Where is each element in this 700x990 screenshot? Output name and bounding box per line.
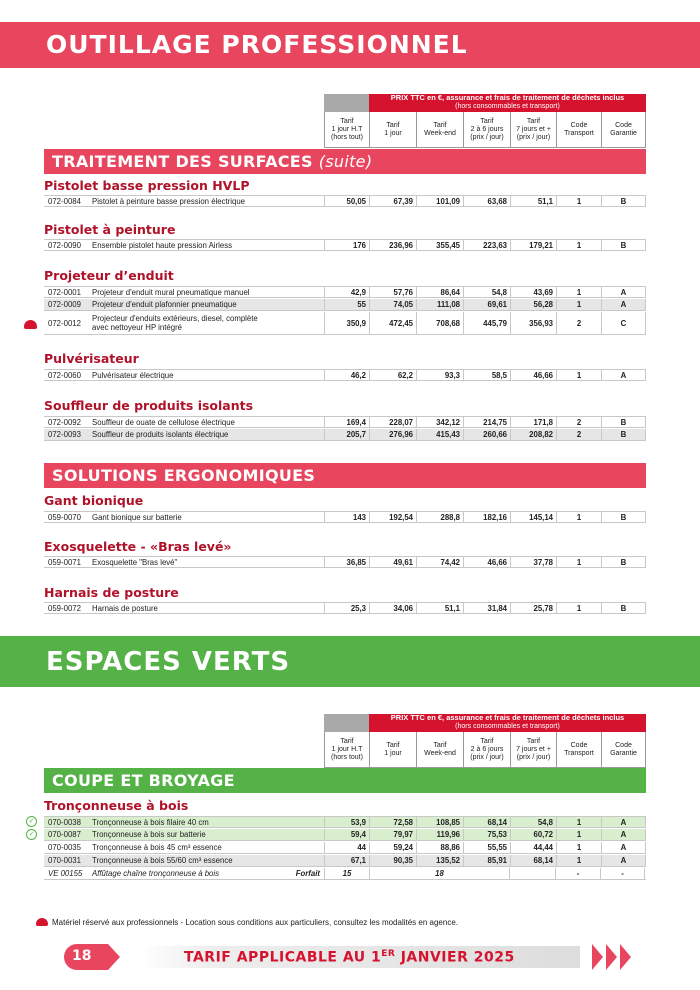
chevron-right-icon: [620, 944, 631, 970]
price-2-6: 63,68: [463, 196, 510, 206]
price-ht: 25,3: [324, 603, 369, 613]
price-2-6: 182,16: [463, 512, 510, 522]
price-7plus: 356,93: [510, 312, 556, 334]
code-transport: 1: [556, 842, 601, 853]
price-2-6: 214,75: [463, 417, 510, 427]
page-header-band: [0, 22, 700, 68]
price-weekend: 111,08: [416, 299, 463, 310]
price-1day: 79,97: [369, 829, 416, 840]
price-7plus: 51,1: [510, 196, 556, 206]
price-2-6: 54,8: [463, 287, 510, 297]
price-ht: 205,7: [324, 429, 369, 440]
price-weekend: 74,42: [416, 557, 463, 567]
col-header-tarif-ht: Tarif 1 jour H.T (hors tout): [324, 732, 369, 768]
product-desc: Pulvérisateur électrique: [92, 371, 174, 380]
product-desc: Souffleur de ouate de cellulose électrique: [92, 418, 235, 427]
price-ht: 59,4: [324, 829, 369, 840]
price-7plus: 54,8: [510, 817, 556, 827]
price-table-header: [324, 94, 646, 148]
product-code: 072-0009: [48, 300, 81, 309]
price-2-6: 260,66: [463, 429, 510, 440]
col-header-tarif-2-6: Tarif 2 à 6 jours (prix / jour): [463, 732, 510, 768]
table-row: [44, 312, 646, 335]
price-1day: 472,45: [369, 312, 416, 334]
code-garantie: A: [601, 370, 646, 380]
price-ht: 53,9: [324, 817, 369, 827]
product-desc: Souffleur de produits isolants électrique: [92, 430, 229, 439]
price-1day: 34,06: [369, 603, 416, 613]
product-code: 072-0092: [48, 418, 81, 427]
price-1day: 90,35: [369, 855, 416, 866]
product-code: 070-0035: [48, 843, 81, 852]
col-header-tarif-2-6: Tarif 2 à 6 jours (prix / jour): [463, 112, 510, 148]
product-desc: Projeteur d'enduit plafonnier pneumatique: [92, 300, 237, 309]
price-7plus: 44,44: [510, 842, 556, 853]
code-garantie: C: [601, 312, 646, 334]
category-title: Exosquelette - «Bras levé»: [44, 539, 232, 554]
code-transport: 2: [556, 417, 601, 427]
price-7plus: 208,82: [510, 429, 556, 440]
col-header-tarif-7plus: Tarif 7 jours et + (prix / jour): [510, 732, 556, 768]
chevron-right-icon: [606, 944, 617, 970]
product-desc: Exosquelette "Bras levé": [92, 558, 178, 567]
category-title: Souffleur de produits isolants: [44, 398, 254, 413]
product-code: VE 00155: [48, 869, 83, 878]
section-title: SOLUTIONS ERGONOMIQUES: [52, 466, 316, 485]
table-row: [44, 602, 646, 614]
header-gray-cell: [324, 714, 369, 732]
price-ht: 50,05: [324, 196, 369, 206]
price-1day: 236,96: [369, 240, 416, 250]
price-2-6: 85,91: [463, 855, 510, 866]
product-desc: Projeteur d'enduit mural pneumatique manuel: [92, 288, 250, 297]
professional-helmet-icon: [36, 918, 48, 926]
code-transport: 1: [556, 370, 601, 380]
table-row: [44, 195, 646, 207]
table-row: [44, 286, 646, 298]
forfait-spacer: [509, 868, 555, 879]
category-title: Pulvérisateur: [44, 351, 139, 366]
code-transport: 1: [556, 512, 601, 522]
product-desc: Projecteur d'enduits extérieurs, diesel, complète avec nettoyeur HP intégré: [92, 314, 258, 332]
product-desc: Tronçonneuse à bois filaire 40 cm: [92, 818, 209, 827]
product-code: 070-0087: [48, 830, 81, 839]
price-weekend: 708,68: [416, 312, 463, 334]
price-7plus: 60,72: [510, 829, 556, 840]
price-weekend: 355,45: [416, 240, 463, 250]
price-ht: 176: [324, 240, 369, 250]
price-ht: 42,9: [324, 287, 369, 297]
price-1day: 276,96: [369, 429, 416, 440]
eco-leaf-icon: ✓: [26, 816, 37, 827]
product-code: 072-0012: [48, 318, 81, 328]
price-1day: 72,58: [369, 817, 416, 827]
price-2-6: 223,63: [463, 240, 510, 250]
code-garantie: A: [601, 829, 646, 840]
price-2-6: 31,84: [463, 603, 510, 613]
price-ht: 67,1: [324, 855, 369, 866]
chevron-right-icon: [108, 944, 120, 970]
chevron-right-icon: [592, 944, 603, 970]
price-7plus: 43,69: [510, 287, 556, 297]
price-header: [369, 94, 646, 112]
table-row: [44, 855, 646, 867]
code-garantie: B: [601, 512, 646, 522]
product-code: 070-0031: [48, 856, 81, 865]
product-code: 059-0072: [48, 604, 81, 613]
footnote: [52, 918, 458, 927]
forfait-price: 18: [369, 868, 509, 879]
header-gray-cell: [324, 94, 369, 112]
price-7plus: 25,78: [510, 603, 556, 613]
code-transport: 1: [556, 196, 601, 206]
page-number: 18: [72, 948, 92, 964]
price-2-6: 58,5: [463, 370, 510, 380]
product-code: 072-0093: [48, 430, 81, 439]
table-row: [44, 842, 646, 854]
col-header-tarif-weekend: Tarif Week-end: [416, 732, 463, 768]
section-coupe-broyage: [44, 768, 646, 793]
code-garantie: A: [601, 842, 646, 853]
price-7plus: 145,14: [510, 512, 556, 522]
price-7plus: 46,66: [510, 370, 556, 380]
price-7plus: 179,21: [510, 240, 556, 250]
table-row: [44, 429, 646, 441]
code-transport: 1: [556, 299, 601, 310]
section-solutions-ergonomiques: [44, 463, 646, 488]
code-transport: 1: [556, 287, 601, 297]
price-table-header: [324, 714, 646, 768]
table-row: [44, 511, 646, 523]
code-garantie: A: [601, 855, 646, 866]
code-transport: -: [555, 868, 600, 879]
product-code: 072-0090: [48, 241, 81, 250]
table-row: [44, 369, 646, 381]
product-desc: Harnais de posture: [92, 604, 158, 613]
code-transport: 1: [556, 603, 601, 613]
product-code: 059-0071: [48, 558, 81, 567]
table-row: [44, 299, 646, 311]
eco-leaf-icon: ✓: [26, 829, 37, 840]
price-1day: 67,39: [369, 196, 416, 206]
code-garantie: B: [601, 196, 646, 206]
price-weekend: 101,09: [416, 196, 463, 206]
table-row: [44, 868, 646, 880]
price-2-6: 445,79: [463, 312, 510, 334]
price-weekend: 119,96: [416, 829, 463, 840]
section-suffix: (suite): [318, 152, 373, 171]
price-ht: 44: [324, 842, 369, 853]
code-garantie: A: [601, 287, 646, 297]
footer-text-before: TARIF APPLICABLE AU 1: [184, 949, 382, 966]
product-desc-wrap: [90, 868, 324, 879]
col-header-tarif-1jour: Tarif 1 jour: [369, 732, 416, 768]
footer-text-after: JANVIER 2025: [395, 949, 515, 966]
code-garantie: A: [601, 817, 646, 827]
product-code: 059-0070: [48, 513, 81, 522]
table-row: [44, 816, 646, 828]
price-1day: 74,05: [369, 299, 416, 310]
category-title: Harnais de posture: [44, 585, 179, 600]
section-title: COUPE ET BROYAGE: [52, 771, 235, 790]
price-7plus: 68,14: [510, 855, 556, 866]
price-1day: 49,61: [369, 557, 416, 567]
price-ht: 143: [324, 512, 369, 522]
table-row: [44, 556, 646, 568]
col-header-code-transport: Code Transport: [556, 112, 601, 148]
price-2-6: 69,61: [463, 299, 510, 310]
price-ht: 169,4: [324, 417, 369, 427]
price-header: [369, 714, 646, 732]
product-desc: Affûtage chaîne tronçonneuse à bois: [92, 869, 220, 878]
product-code: 070-0038: [48, 818, 81, 827]
col-header-code-garantie: Code Garantie: [601, 112, 646, 148]
col-header-tarif-weekend: Tarif Week-end: [416, 112, 463, 148]
price-1day: 228,07: [369, 417, 416, 427]
table-row: [44, 416, 646, 428]
section-title: TRAITEMENT DES SURFACES: [52, 152, 313, 171]
section-traitement-surfaces: [44, 149, 646, 174]
price-1day: 192,54: [369, 512, 416, 522]
table-row: [44, 239, 646, 251]
product-desc: Pistolet à peinture basse pression électrique: [92, 197, 245, 206]
product-code: 072-0001: [48, 288, 81, 297]
price-weekend: 93,3: [416, 370, 463, 380]
product-desc: Ensemble pistolet haute pression Airless: [92, 241, 232, 250]
category-title: Gant bionique: [44, 493, 144, 508]
price-weekend: 108,85: [416, 817, 463, 827]
code-garantie: B: [601, 240, 646, 250]
product-desc: Gant bionique sur batterie: [92, 513, 182, 522]
price-header-line1: PRIX TTC en €, assurance et frais de traitement de déchets inclus: [390, 713, 625, 722]
price-weekend: 51,1: [416, 603, 463, 613]
forfait-price-ht: 15: [324, 868, 369, 879]
price-1day: 59,24: [369, 842, 416, 853]
col-header-tarif-7plus: Tarif 7 jours et + (prix / jour): [510, 112, 556, 148]
price-weekend: 288,8: [416, 512, 463, 522]
category-title: Pistolet basse pression HVLP: [44, 178, 250, 193]
price-7plus: 56,28: [510, 299, 556, 310]
price-7plus: 37,78: [510, 557, 556, 567]
code-transport: 1: [556, 817, 601, 827]
price-2-6: 68,14: [463, 817, 510, 827]
price-2-6: 55,55: [463, 842, 510, 853]
table-row: [44, 829, 646, 841]
product-desc: Tronçonneuse à bois 55/60 cm³ essence: [92, 856, 233, 865]
product-code: 072-0084: [48, 197, 81, 206]
code-transport: 2: [556, 312, 601, 334]
price-header-line1: PRIX TTC en €, assurance et frais de traitement de déchets inclus: [390, 93, 625, 102]
footer-sup: ER: [381, 949, 396, 959]
code-garantie: B: [601, 417, 646, 427]
category-title: Pistolet à peinture: [44, 222, 176, 237]
price-weekend: 135,52: [416, 855, 463, 866]
green-title: ESPACES VERTS: [46, 647, 291, 677]
price-header-line2: (hors consommables et transport): [455, 102, 560, 110]
code-garantie: A: [601, 299, 646, 310]
category-title: Projeteur d’enduit: [44, 268, 174, 283]
code-transport: 1: [556, 557, 601, 567]
col-header-code-garantie: Code Garantie: [601, 732, 646, 768]
category-title: Tronçonneuse à bois: [44, 798, 189, 813]
forfait-label: Forfait: [295, 869, 320, 878]
code-garantie: B: [601, 429, 646, 440]
footer-tarif-text: [184, 949, 515, 966]
code-transport: 1: [556, 240, 601, 250]
col-header-tarif-1jour: Tarif 1 jour: [369, 112, 416, 148]
code-transport: 1: [556, 829, 601, 840]
code-garantie: B: [601, 603, 646, 613]
price-ht: 350,9: [324, 312, 369, 334]
code-garantie: B: [601, 557, 646, 567]
professional-helmet-icon: [24, 320, 37, 329]
product-code: 072-0060: [48, 371, 81, 380]
price-ht: 36,85: [324, 557, 369, 567]
price-weekend: 415,43: [416, 429, 463, 440]
product-desc: Tronçonneuse à bois 45 cm³ essence: [92, 843, 222, 852]
price-ht: 55: [324, 299, 369, 310]
code-garantie: -: [600, 868, 645, 879]
price-1day: 57,76: [369, 287, 416, 297]
footnote-text: Matériel réservé aux professionnels - Location sous conditions aux particuliers, consultez les modalités en agence.: [52, 918, 458, 927]
price-7plus: 171,8: [510, 417, 556, 427]
price-2-6: 75,53: [463, 829, 510, 840]
price-weekend: 86,64: [416, 287, 463, 297]
page-title: OUTILLAGE PROFESSIONNEL: [46, 30, 468, 59]
price-1day: 62,2: [369, 370, 416, 380]
code-transport: 2: [556, 429, 601, 440]
col-header-tarif-ht: Tarif 1 jour H.T (hors tout): [324, 112, 369, 148]
price-2-6: 46,66: [463, 557, 510, 567]
price-ht: 46,2: [324, 370, 369, 380]
col-header-code-transport: Code Transport: [556, 732, 601, 768]
code-transport: 1: [556, 855, 601, 866]
price-weekend: 88,86: [416, 842, 463, 853]
price-weekend: 342,12: [416, 417, 463, 427]
product-desc: Tronçonneuse à bois sur batterie: [92, 830, 206, 839]
espaces-verts-band: [0, 636, 700, 687]
price-header-line2: (hors consommables et transport): [455, 722, 560, 730]
